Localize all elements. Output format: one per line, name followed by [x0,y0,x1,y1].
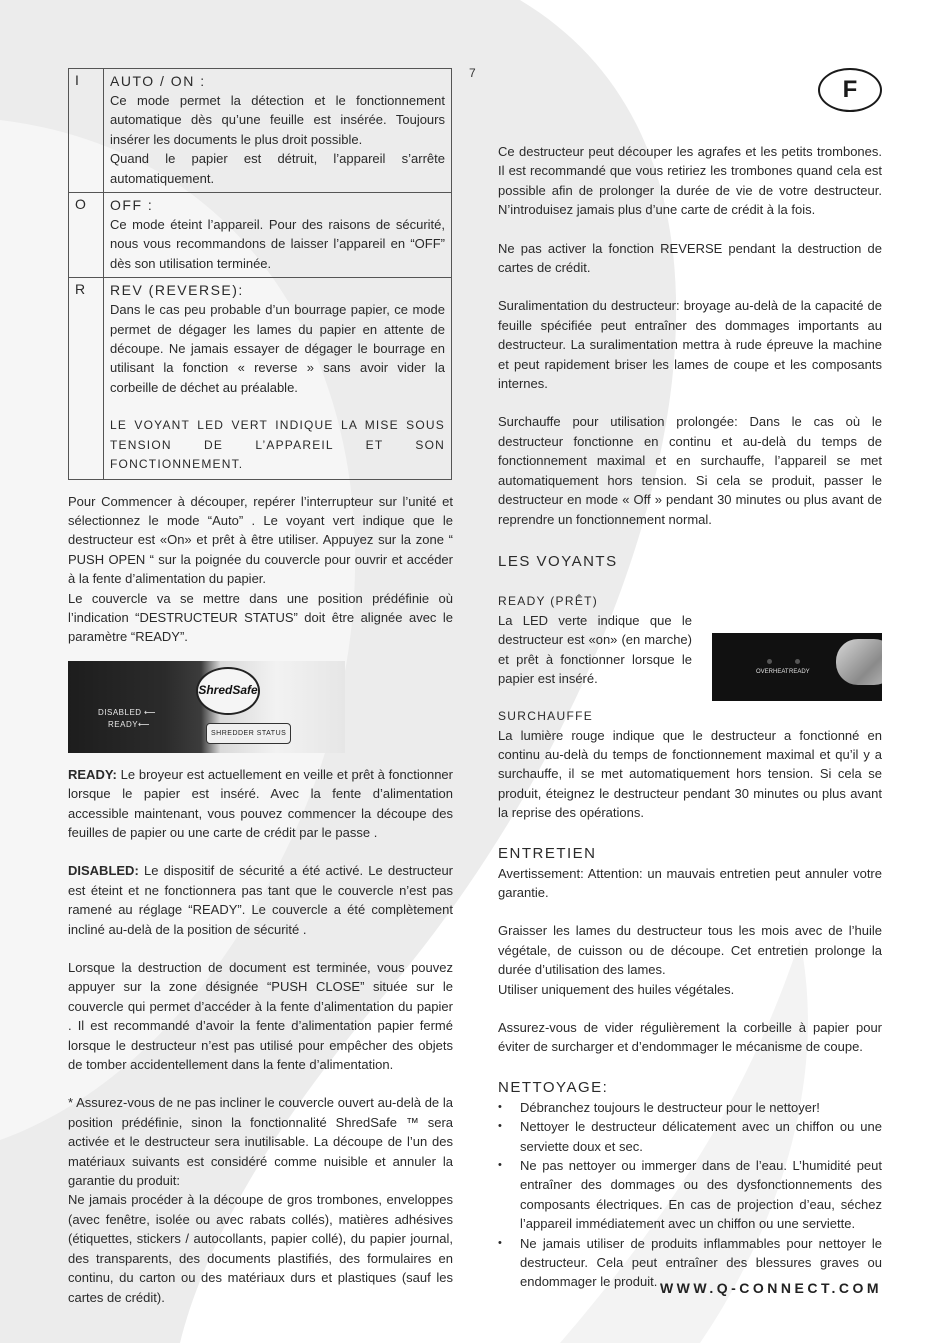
spacer [498,1057,882,1077]
left-column [68,68,453,1307]
disabled-label: DISABLED: [68,863,139,879]
mode-row-reverse [69,278,452,479]
spacer [110,397,445,416]
spacer [498,572,882,592]
disabled-paragraph [68,861,453,939]
voyants-heading: LES VOYANTS [498,552,618,570]
entretien-paragraph: Graisser les lames du destructeur tous les mois avec de l’huile végétale, de cuisson ou de découpe. Cet entretien prolonge la durée d’utilisation des lames. [498,923,882,978]
spacer [498,393,882,412]
ready-led-icon [795,659,800,664]
mode-content [104,69,452,193]
shredsafe-logo: ShredSafe [196,667,260,715]
entretien-heading: ENTRETIEN [498,844,597,862]
led-notice: LE VOYANT LED VERT INDIQUE LA MISE SOUS TENSION DE L’APPAREIL ET SON FONCTIONNEMENT. [110,418,445,472]
list-item: • Nettoyer le destructeur délicatement avec un chiffon ou une serviette doux et sec. [498,1117,882,1156]
spacer [498,277,882,296]
arrow-left-icon: ⟵ [138,719,150,729]
spacer [498,999,882,1018]
spacer [68,1074,453,1093]
led-panel-photo [712,633,882,701]
overheat-led-icon [767,659,772,664]
mode-key: R [69,278,104,479]
mode-key: I [69,69,104,193]
mode-title: OFF : [110,197,154,214]
nettoyage-list [498,1098,882,1292]
ready-label: READY: [68,766,117,782]
overheat-paragraph: Surchauffe pour utilisation prolongée: Dans le cas où le destructeur fonctionne en continu et au-delà du temps de fonctionnement maximal et en surchauffe, l’appareil se met automatiquement hors tension. Si cela se produit, passer le destructeur en mode « Off » pendant 30 minutes ou plus avant de reprendre un fonctionnement normal. [498,414,882,527]
spacer [498,529,882,551]
mode-text: Quand le papier est détruit, l’appareil s’arrête automatiquement. [110,151,445,186]
disabled-text: Le dispositif de sécurité a été activé. Le destructeur est éteint et ne fonctionnera pas tant que le couvercle n’est pas ramené au réglage “READY”. Le couvercle a été complètement incliné au-delà de la position de sécurité . [68,863,453,937]
note-paragraph: Ne jamais procéder à la découpe de gros trombones, enveloppes (avec fenêtre, isolée ou avec rabats collés), matières adhésives (étiquettes, stickers / autocollants, papier collé), du papier journal, des transparents, des documents plastifiés, des formulaires en continu, du carton ou des matériaux durs et plastiques (sauf les cartes de crédit). [68,1192,453,1305]
intro-paragraph: Pour Commencer à découper, repérer l’interrupteur sur l’unité et sélectionnez le mode “Auto” . Le voyant vert indique que le destructeur est «On» et prêt à être utiliser. Appuyez sur la zone “ PUSH OPEN “ sur la poignée du couvercle pour ouvrir et accéder à la fente d’alimentation du papier. [68,493,453,587]
surchauffe-heading: SURCHAUFFE [498,708,594,723]
spacer [68,939,453,958]
mode-content [104,193,452,278]
note-paragraph: * Assurez-vous de ne pas incliner le couvercle ouvert au-delà de la position prédéfinie, sinon la fonctionnalité ShredSafe ™ sera activée et le destructeur sera inutilisable. La découpe de l’un des matériaux suivants est considéré comme nuisible et annuler la garantie du produit: [68,1095,453,1189]
intro-paragraph: Le couvercle va se mettre dans une position prédéfinie où l’indication “DESTRUCTEUR STATUS” doit être alignée avec le paramètre “READY”. [68,590,453,645]
mode-row-auto [69,69,452,193]
spacer [498,220,882,239]
list-item: • Ne jamais utiliser de produits inflammables pour nettoyer le destructeur. Cela peut entraîner des blessures graves ou endommager le produit. [498,1234,882,1292]
ready-heading: READY (PRÊT) [498,593,599,608]
page-number: 7 [469,66,476,80]
lid-handle [836,639,882,685]
list-item: • Ne pas nettoyer ou immerger dans de l’eau. L’humidité peut entraîner des dommages ou des dysfonctionnements des composants électriques. En cas de projection d’eau, séchez l’appareil immédiatement avec un chiffon ou une serviette. [498,1156,882,1234]
mode-text: Dans le cas peu probable d’un bourrage papier, ce mode permet de dégager les lames du papier en attente de découpe. Ne jamais essayer de dégager le bourrage en utilisant la fonction « reverse » sans avoir vider la corbeille de déchet au préalable. [110,302,445,395]
close-paragraph: Lorsque la destruction de document est terminée, vous pouvez appuyer sur la zone désignée “PUSH CLOSE” située sur le couvercle qui permet d’accéder à la fente d’alimentation du papier . Il est recommandé d’avoir la fente d’alimentation papier fermé lorsque le destructeur n’est pas utilisé pour empêcher des objets de tomber accidentellement dans la fente d’alimentation. [68,960,453,1073]
entretien-warning: Avertissement: Attention: un mauvais entretien peut annuler votre garantie. [498,865,882,900]
ready-led-text: La LED verte indique que le destructeur est «on» (en marche) et prêt à fonctionner lorsque le papier est inséré. [498,612,692,687]
spacer [68,480,453,492]
photo-label-disabled: DISABLED [98,707,142,717]
staples-paragraph: Ce destructeur peut découper les agrafes et les petits trombones. Il est recommandé que vous retiriez les trombones quand cela est possible afin de prolonger la durée de vie de votre destructeur. N’introduisez jamais plus d’une carte de crédit à la fois. [498,144,882,218]
modes-table [68,68,452,480]
spacer [68,842,453,861]
overheat-indicator-label: OVERHEAT [756,669,789,675]
surchauffe-text: La lumière rouge indique que le destructeur a fonctionné en continu au-delà du temps de fonctionnement maximal et qu’il y a surchauffe, il se met automatiquement hors tension. Si cela se produit, éteignez le destructeur pendant 30 minutes ou plus avant la reprise des opérations. [498,727,882,821]
mode-key: O [69,193,104,278]
reverse-warning: Ne pas activer la fonction REVERSE pendant la destruction de cartes de crédit. [498,240,882,276]
entretien-paragraph: Utiliser uniquement des huiles végétales. [498,981,735,997]
nettoyage-heading: NETTOYAGE: [498,1078,609,1096]
shredder-status-photo [68,661,345,753]
shredder-status-tag: SHREDDER STATUS [206,723,291,744]
language-badge: F [818,68,882,112]
overfeed-paragraph: Suralimentation du destructeur: broyage au-delà de la capacité de feuille spécifiée peut entraîner des dommages importants au destructeur. La suralimentation mettra à rude épreuve la machine et peut rapidement briser les lames de coupe et les composants internes. [498,298,882,392]
entretien-paragraph: Assurez-vous de vider régulièrement la corbeille à papier pour éviter de surcharger et d’endommager le mécanisme de coupe. [498,1020,882,1055]
spacer [498,902,882,921]
mode-text: Ce mode éteint l’appareil. Pour des raisons de sécurité, nous vous recommandons de laisser l’appareil en “OFF” dès son utilisation terminée. [110,217,445,271]
mode-content [104,278,452,479]
photo-label-ready: READY [108,719,139,729]
list-item: • Débranchez toujours le destructeur pour le nettoyer! [498,1098,882,1117]
arrow-left-icon: ⟵ [144,707,156,717]
ready-text: Le broyeur est actuellement en veille et prêt à fonctionner lorsque le papier est inséré. Avec la fente d’alimentation accessible maintenant, vous pouvez commencer la découpe des feuilles de papier ou une carte de crédit par le passe . [68,766,453,840]
ready-indicator-label: READY [789,669,810,675]
spacer [498,823,882,843]
mode-title: AUTO / ON : [110,73,206,89]
ready-paragraph [68,765,453,843]
right-column [498,142,882,1292]
footer-url: WWW.Q-CONNECT.COM [659,1280,882,1296]
mode-text: Ce mode permet la détection et le fonctionnement automatique dès qu’une feuille est insérée. Toujours insérer les documents le plus droit possible. [110,93,445,147]
mode-row-off [69,193,452,278]
mode-title: REV (REVERSE): [110,282,244,299]
